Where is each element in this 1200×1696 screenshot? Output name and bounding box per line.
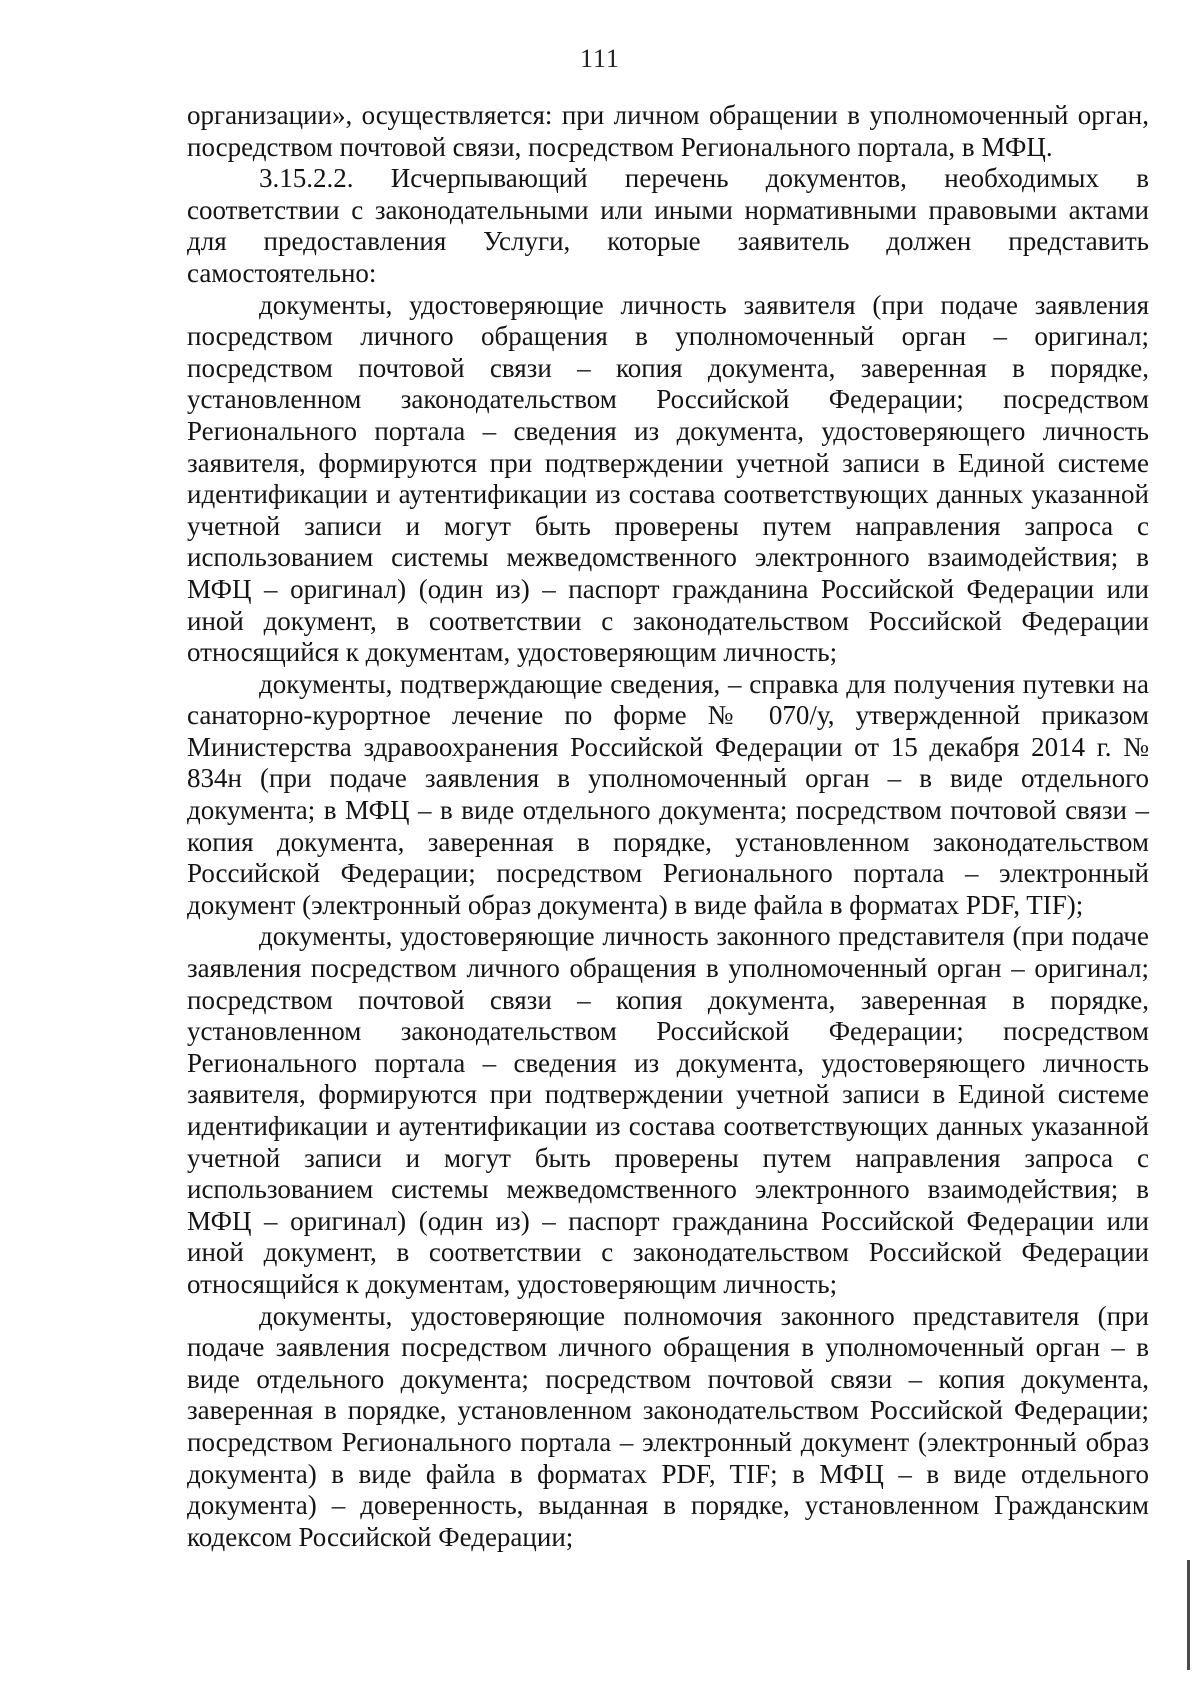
document-body: [187, 100, 1149, 1553]
paragraph-applicant-identity-documents: документы, удостоверяющие личность заявителя (при подаче заявления посредством личного обращения в уполномоченный орган – оригинал; посредством почтовой связи – копия документа, заверенная в порядке, установленном законодательством Российской Федерации; посредством Регионального портала – сведения из документа, удостоверяющего личность заявителя, формируются при подтверждении учетной записи в Единой системе идентификации и аутентификации из состава соответствующих данных указанной учетной записи и могут быть проверены путем направления запроса с использованием системы межведомственного электронного взаимодействия; в МФЦ – оригинал) (один из) – паспорт гражданина Российской Федерации или иной документ, в соответствии с законодательством Российской Федерации относящийся к документам, удостоверяющим личность;: [187, 289, 1149, 668]
paragraph-supporting-documents: документы, подтверждающие сведения, – справка для получения путевки на санаторно-курортное лечение по форме № 070/у, утвержденной приказом Министерства здравоохранения Российской Федерации от 15 декабря 2014 г. № 834н (при подаче заявления в уполномоченный орган – в виде отдельного документа; в МФЦ – в виде отдельного документа; посредством почтовой связи – копия документа, заверенная в порядке, установленном законодательством Российской Федерации; посредством Регионального портала – электронный документ (электронный образ документа) в виде файла в форматах PDF, TIF);: [187, 668, 1149, 920]
paragraph-representative-identity-documents: документы, удостоверяющие личность законного представителя (при подаче заявления посредством личного обращения в уполномоченный орган – оригинал; посредством почтовой связи – копия документа, заверенная в порядке, установленном законодательством Российской Федерации; посредством Регионального портала – сведения из документа, удостоверяющего личность заявителя, формируются при подтверждении учетной записи в Единой системе идентификации и аутентификации из состава соответствующих данных указанной учетной записи и могут быть проверены путем направления запроса с использованием системы межведомственного электронного взаимодействия; в МФЦ – оригинал) (один из) – паспорт гражданина Российской Федерации или иной документ, в соответствии с законодательством Российской Федерации относящийся к документам, удостоверяющим личность;: [187, 921, 1149, 1299]
paragraph-section-3-15-2-2: 3.15.2.2. Исчерпывающий перечень документов, необходимых в соответствии с законодательными или иными нормативными правовыми актами для предоставления Услуги, которые заявитель должен представить самостоятельно:: [187, 163, 1149, 288]
scan-edge-mark: [1187, 1560, 1190, 1670]
paragraph-continuation: организации», осуществляется: при личном обращении в уполномоченный орган, посредством почтовой связи, посредством Регионального портала, в МФЦ.: [187, 100, 1149, 162]
paragraph-representative-authority-documents: документы, удостоверяющие полномочия законного представителя (при подаче заявления посредством личного обращения в уполномоченный орган – в виде отдельного документа; посредством почтовой связи – копия документа, заверенная в порядке, установленном законодательством Российской Федерации; посредством Регионального портала – электронный документ (электронный образ документа) в виде файла в форматах PDF, TIF; в МФЦ – в виде отдельного документа) – доверенность, выданная в порядке, установленном Гражданским кодексом Российской Федерации;: [187, 1300, 1149, 1552]
page-number: 111: [579, 44, 621, 73]
